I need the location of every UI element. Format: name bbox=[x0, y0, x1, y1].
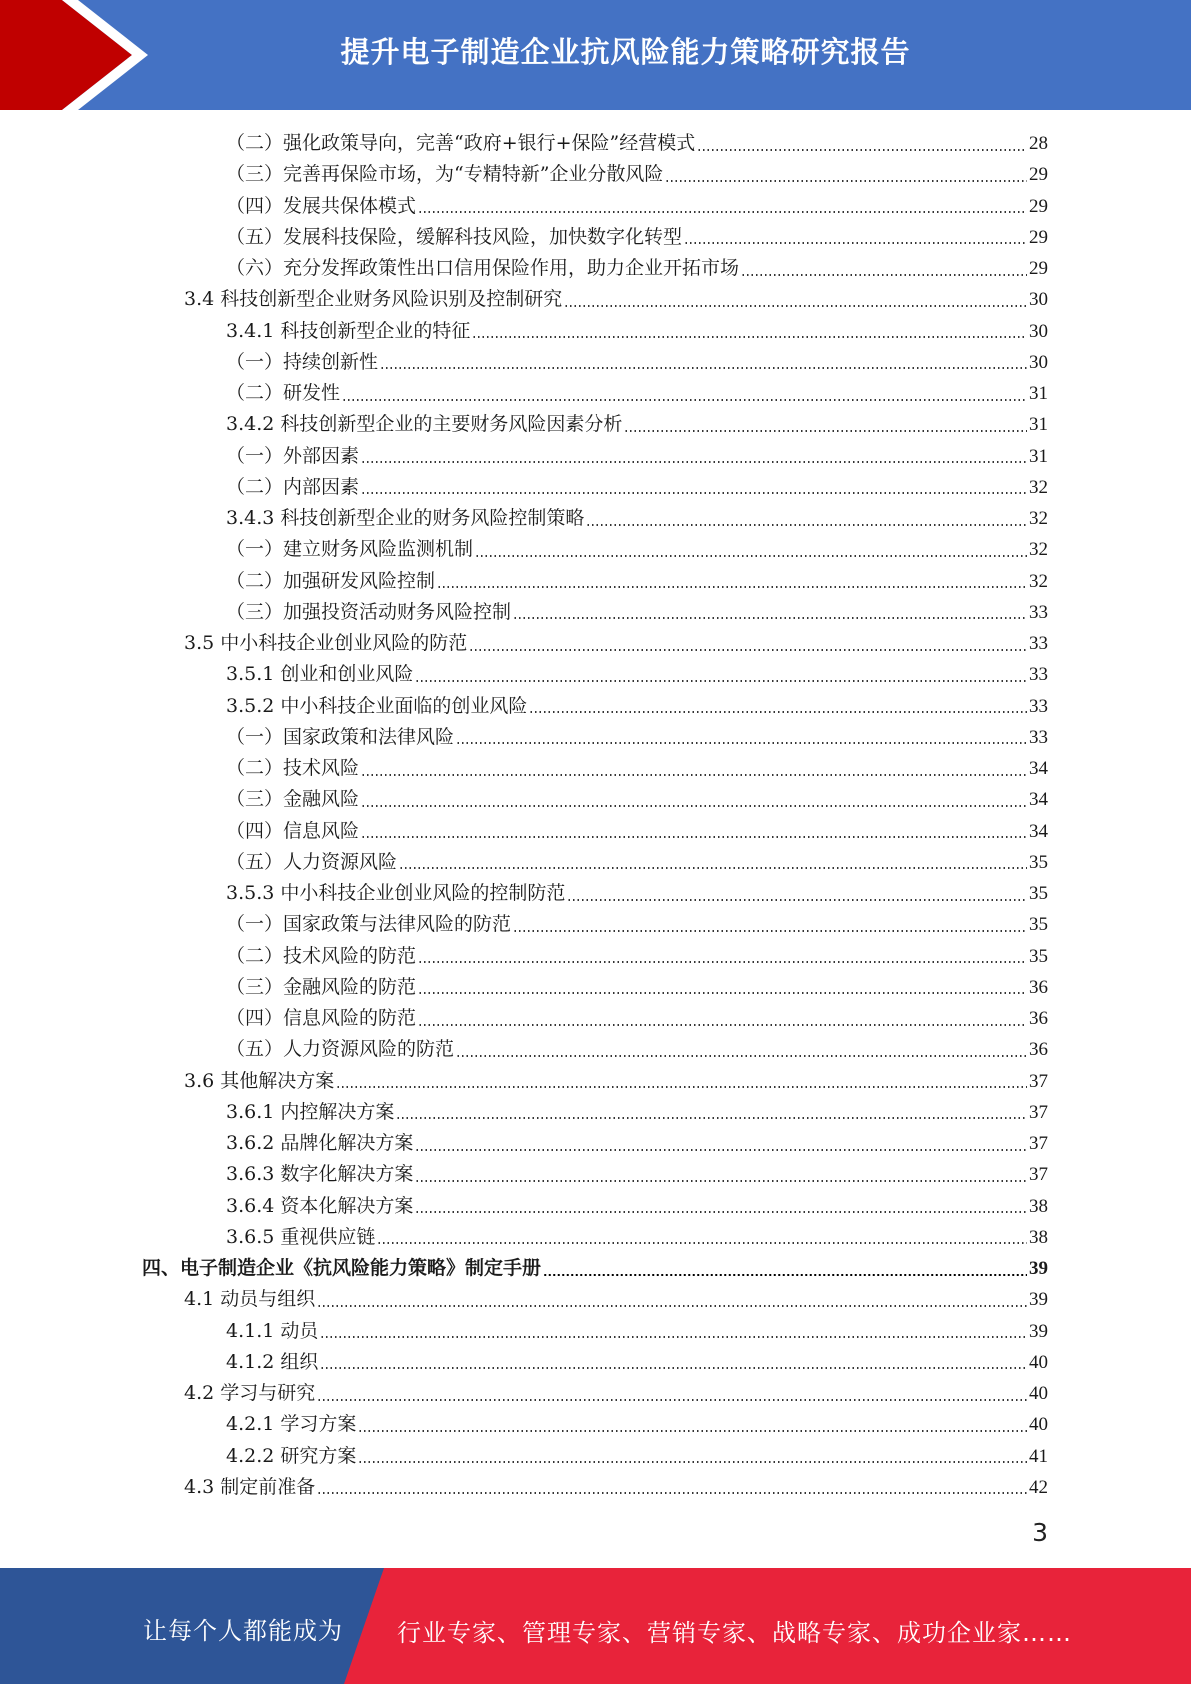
toc-entry-title: （二）加强研发风险控制 bbox=[226, 569, 436, 592]
toc-dot-leader bbox=[543, 1274, 1027, 1276]
toc-entry[interactable] bbox=[226, 1097, 1048, 1128]
toc-dot-leader bbox=[586, 524, 1027, 526]
toc-dot-leader bbox=[665, 180, 1027, 182]
toc-entry-page: 32 bbox=[1029, 476, 1048, 498]
toc-entry-title: 4.1.1 动员 bbox=[226, 1319, 319, 1342]
toc-entry-title: 3.4 科技创新型企业财务风险识别及控制研究 bbox=[184, 288, 563, 311]
toc-entry-page: 33 bbox=[1029, 695, 1048, 717]
toc-entry-page: 39 bbox=[1029, 1320, 1048, 1342]
toc-dot-leader bbox=[358, 1461, 1027, 1463]
toc-entry-title: 4.2 学习与研究 bbox=[184, 1382, 316, 1404]
toc-entry[interactable] bbox=[226, 566, 1048, 597]
toc-entry-page: 31 bbox=[1029, 414, 1048, 436]
toc-entry-title: （二）研发性 bbox=[226, 382, 341, 404]
footer-slogan-right: 行业专家、管理专家、营销专家、战略专家、成功企业家…… bbox=[397, 1619, 1072, 1647]
toc-entry-title: 4.2.1 学习方案 bbox=[226, 1413, 357, 1436]
toc-entry-title: 3.5 中小科技企业创业风险的防范 bbox=[184, 632, 468, 654]
toc-entry-page: 32 bbox=[1029, 570, 1048, 592]
toc-entry-page: 33 bbox=[1029, 664, 1048, 686]
toc-entry-title: 4.1 动员与组织 bbox=[184, 1288, 316, 1311]
toc-dot-leader bbox=[342, 399, 1027, 401]
toc-entry-title: （三）金融风险的防范 bbox=[226, 975, 417, 998]
toc-entry-page: 39 bbox=[1029, 1258, 1048, 1279]
toc-entry-title: （六）充分发挥政策性出口信用保险作用，助力企业开拓市场 bbox=[226, 257, 740, 279]
toc-entry-title: 3.5.1 创业和创业风险 bbox=[226, 663, 414, 686]
toc-entry[interactable] bbox=[226, 159, 1048, 190]
toc-entry[interactable] bbox=[226, 941, 1048, 972]
toc-entry[interactable] bbox=[226, 1316, 1048, 1347]
toc-entry[interactable] bbox=[226, 503, 1048, 534]
toc-entry-page: 36 bbox=[1029, 976, 1048, 998]
toc-entry-page: 34 bbox=[1029, 820, 1048, 842]
toc-entry-title: 3.6.4 资本化解决方案 bbox=[226, 1194, 414, 1217]
toc-entry-page: 32 bbox=[1029, 508, 1048, 529]
toc-dot-leader bbox=[415, 1180, 1027, 1182]
toc-entry[interactable] bbox=[226, 691, 1048, 722]
toc-entry-title: （五）人力资源风险 bbox=[226, 850, 398, 873]
toc-entry[interactable] bbox=[142, 1253, 1048, 1284]
toc-dot-leader bbox=[361, 461, 1027, 463]
toc-dot-leader bbox=[415, 680, 1027, 682]
toc-entry-page: 37 bbox=[1029, 1101, 1048, 1123]
toc-entry[interactable] bbox=[226, 1159, 1048, 1190]
toc-dot-leader bbox=[320, 1336, 1027, 1338]
toc-dot-leader bbox=[456, 742, 1027, 744]
toc-entry[interactable] bbox=[184, 1284, 1048, 1315]
toc-dot-leader bbox=[624, 430, 1027, 432]
toc-entry-title: 3.6.5 重视供应链 bbox=[226, 1225, 376, 1248]
toc-dot-leader bbox=[336, 1086, 1027, 1088]
toc-entry-page: 36 bbox=[1029, 1039, 1048, 1061]
toc-entry[interactable] bbox=[226, 1128, 1048, 1159]
toc-dot-leader bbox=[377, 1242, 1027, 1244]
toc-entry-page: 36 bbox=[1029, 1008, 1048, 1029]
toc-entry[interactable] bbox=[226, 222, 1048, 253]
toc-entry-page: 32 bbox=[1029, 539, 1048, 561]
toc-entry[interactable] bbox=[226, 441, 1048, 472]
toc-entry-title: （四）发展共保体模式 bbox=[226, 194, 417, 217]
toc-entry[interactable] bbox=[226, 1409, 1048, 1440]
toc-entry-title: 3.6.3 数字化解决方案 bbox=[226, 1163, 414, 1186]
page-header bbox=[0, 0, 1191, 110]
toc-entry[interactable] bbox=[226, 816, 1048, 847]
toc-entry[interactable] bbox=[184, 284, 1048, 315]
toc-dot-leader bbox=[697, 149, 1027, 151]
toc-dot-leader bbox=[415, 1211, 1027, 1213]
toc-entry-title: （一）外部因素 bbox=[226, 444, 360, 467]
page-number: 3 bbox=[1032, 1518, 1048, 1547]
toc-entry-page: 40 bbox=[1029, 1383, 1048, 1404]
toc-entry-title: 3.4.2 科技创新型企业的主要财务风险因素分析 bbox=[226, 413, 623, 436]
toc-entry-page: 38 bbox=[1029, 1195, 1048, 1217]
toc-entry-title: 4.1.2 组织 bbox=[226, 1350, 319, 1373]
toc-entry[interactable] bbox=[226, 722, 1048, 753]
toc-entry-title: 4.2.2 研究方案 bbox=[226, 1444, 357, 1467]
toc-entry-page: 29 bbox=[1029, 164, 1048, 186]
toc-entry-title: （一）国家政策与法律风险的防范 bbox=[226, 913, 512, 936]
toc-entry[interactable] bbox=[226, 316, 1048, 347]
toc-dot-leader bbox=[415, 1149, 1027, 1151]
toc-entry-page: 33 bbox=[1029, 601, 1048, 623]
toc-entry-title: 4.3 制定前准备 bbox=[184, 1475, 316, 1498]
toc-dot-leader bbox=[529, 711, 1027, 713]
toc-entry[interactable] bbox=[226, 1191, 1048, 1222]
toc-entry-page: 34 bbox=[1029, 758, 1048, 779]
toc-entry-page: 38 bbox=[1029, 1226, 1048, 1248]
toc-entry-page: 30 bbox=[1029, 351, 1048, 373]
toc-entry-title: （三）金融风险 bbox=[226, 788, 360, 811]
toc-entry-title: 四、电子制造企业《抗风险能力策略》制定手册 bbox=[142, 1257, 542, 1279]
toc-entry-title: 3.4.3 科技创新型企业的财务风险控制策略 bbox=[226, 507, 585, 529]
toc-entry-title: （三）加强投资活动财务风险控制 bbox=[226, 600, 512, 623]
toc-entry[interactable] bbox=[226, 347, 1048, 378]
toc-entry[interactable] bbox=[184, 1472, 1048, 1503]
toc-dot-leader bbox=[317, 1492, 1027, 1494]
toc-entry[interactable] bbox=[184, 1066, 1048, 1097]
toc-entry-page: 37 bbox=[1029, 1164, 1048, 1186]
toc-entry[interactable] bbox=[226, 1222, 1048, 1253]
toc-dot-leader bbox=[475, 555, 1027, 557]
toc-entry[interactable] bbox=[226, 191, 1048, 222]
toc-dot-leader bbox=[684, 242, 1027, 244]
toc-dot-leader bbox=[456, 1055, 1027, 1057]
toc-entry[interactable] bbox=[226, 972, 1048, 1003]
toc-entry-page: 31 bbox=[1029, 383, 1048, 404]
toc-dot-leader bbox=[472, 336, 1027, 338]
toc-entry-title: （五）发展科技保险，缓解科技风险，加快数字化转型 bbox=[226, 225, 683, 248]
toc-entry[interactable] bbox=[226, 878, 1048, 909]
toc-entry[interactable] bbox=[226, 1003, 1048, 1034]
toc-entry[interactable] bbox=[226, 1347, 1048, 1378]
toc-entry-page: 29 bbox=[1029, 258, 1048, 279]
toc-entry-title: （二）强化政策导向，完善“政府+银行+保险”经营模式 bbox=[226, 132, 696, 154]
toc-dot-leader bbox=[361, 492, 1027, 494]
toc-dot-leader bbox=[564, 305, 1027, 307]
toc-entry[interactable] bbox=[226, 659, 1048, 690]
toc-entry[interactable] bbox=[226, 597, 1048, 628]
toc-dot-leader bbox=[317, 1399, 1027, 1401]
toc-dot-leader bbox=[361, 836, 1027, 838]
toc-entry-title: （二）内部因素 bbox=[226, 475, 360, 498]
toc-dot-leader bbox=[361, 805, 1027, 807]
toc-entry-title: （四）信息风险 bbox=[226, 819, 360, 842]
toc-entry[interactable] bbox=[226, 753, 1048, 784]
toc-entry-title: （一）持续创新性 bbox=[226, 350, 379, 373]
toc-dot-leader bbox=[418, 992, 1027, 994]
toc-entry-title: （二）技术风险 bbox=[226, 757, 360, 779]
toc-dot-leader bbox=[567, 899, 1027, 901]
toc-entry-title: （一）建立财务风险监测机制 bbox=[226, 538, 474, 561]
toc-entry-page: 29 bbox=[1029, 226, 1048, 248]
toc-entry[interactable] bbox=[226, 534, 1048, 565]
toc-entry-page: 33 bbox=[1029, 633, 1048, 654]
toc-dot-leader bbox=[741, 274, 1027, 276]
toc-entry-page: 30 bbox=[1029, 289, 1048, 311]
toc-entry[interactable] bbox=[226, 253, 1048, 284]
toc-entry-page: 30 bbox=[1029, 320, 1048, 342]
toc-entry-page: 37 bbox=[1029, 1133, 1048, 1154]
toc-entry-page: 39 bbox=[1029, 1289, 1048, 1311]
toc-entry-page: 41 bbox=[1029, 1445, 1048, 1467]
toc-entry[interactable] bbox=[226, 409, 1048, 440]
toc-entry-page: 34 bbox=[1029, 789, 1048, 811]
toc-dot-leader bbox=[320, 1367, 1027, 1369]
footer-slogan-left: 让每个人都能成为 bbox=[143, 1617, 343, 1645]
toc-entry-title: 3.6.1 内控解决方案 bbox=[226, 1100, 395, 1123]
toc-dot-leader bbox=[418, 961, 1027, 963]
toc-entry[interactable] bbox=[226, 378, 1048, 409]
toc-dot-leader bbox=[380, 367, 1027, 369]
toc-entry-page: 35 bbox=[1029, 883, 1048, 904]
toc-dot-leader bbox=[437, 586, 1027, 588]
toc-entry-page: 35 bbox=[1029, 914, 1048, 936]
toc-entry[interactable] bbox=[226, 472, 1048, 503]
toc-entry-page: 35 bbox=[1029, 945, 1048, 967]
toc-entry[interactable] bbox=[226, 1034, 1048, 1065]
toc-dot-leader bbox=[399, 867, 1027, 869]
toc-entry-title: （三）完善再保险市场，为“专精特新”企业分散风险 bbox=[226, 163, 664, 186]
toc-entry-title: （四）信息风险的防范 bbox=[226, 1007, 417, 1029]
toc-entry-title: 3.4.1 科技创新型企业的特征 bbox=[226, 319, 471, 342]
toc-dot-leader bbox=[418, 1024, 1027, 1026]
toc-entry[interactable] bbox=[184, 1378, 1048, 1409]
toc-entry-page: 42 bbox=[1029, 1476, 1048, 1498]
toc-entry[interactable] bbox=[226, 1441, 1048, 1472]
toc-entry-title: 3.6.2 品牌化解决方案 bbox=[226, 1132, 414, 1154]
toc-entry-title: （一）国家政策和法律风险 bbox=[226, 725, 455, 748]
toc-dot-leader bbox=[358, 1430, 1027, 1432]
toc-entry-page: 37 bbox=[1029, 1070, 1048, 1092]
toc-entry[interactable] bbox=[226, 847, 1048, 878]
toc-entry-title: 3.6 其他解决方案 bbox=[184, 1069, 335, 1092]
toc-entry[interactable] bbox=[226, 909, 1048, 940]
toc-entry[interactable] bbox=[226, 128, 1048, 159]
toc-entry-page: 31 bbox=[1029, 445, 1048, 467]
document-title: 提升电子制造企业抗风险能力策略研究报告 bbox=[340, 35, 911, 69]
toc-dot-leader bbox=[513, 617, 1027, 619]
toc-entry-page: 28 bbox=[1029, 133, 1048, 154]
toc-entry-page: 40 bbox=[1029, 1414, 1048, 1436]
toc-entry-page: 40 bbox=[1029, 1351, 1048, 1373]
toc-entry-page: 29 bbox=[1029, 195, 1048, 217]
toc-entry-title: 3.5.3 中小科技企业创业风险的控制防范 bbox=[226, 882, 566, 904]
toc-dot-leader bbox=[513, 930, 1027, 932]
page-footer bbox=[0, 1568, 1191, 1684]
toc-entry[interactable] bbox=[226, 784, 1048, 815]
toc-entry-page: 35 bbox=[1029, 851, 1048, 873]
toc-dot-leader bbox=[361, 774, 1027, 776]
toc-entry-title: 3.5.2 中小科技企业面临的创业风险 bbox=[226, 694, 528, 717]
toc-entry-title: （五）人力资源风险的防范 bbox=[226, 1038, 455, 1061]
toc-entry-title: （二）技术风险的防范 bbox=[226, 944, 417, 967]
toc-dot-leader bbox=[396, 1117, 1027, 1119]
toc-entry[interactable] bbox=[184, 628, 1048, 659]
toc-dot-leader bbox=[469, 649, 1027, 651]
toc-entry-page: 33 bbox=[1029, 726, 1048, 748]
toc-dot-leader bbox=[317, 1305, 1027, 1307]
toc-dot-leader bbox=[418, 211, 1027, 213]
